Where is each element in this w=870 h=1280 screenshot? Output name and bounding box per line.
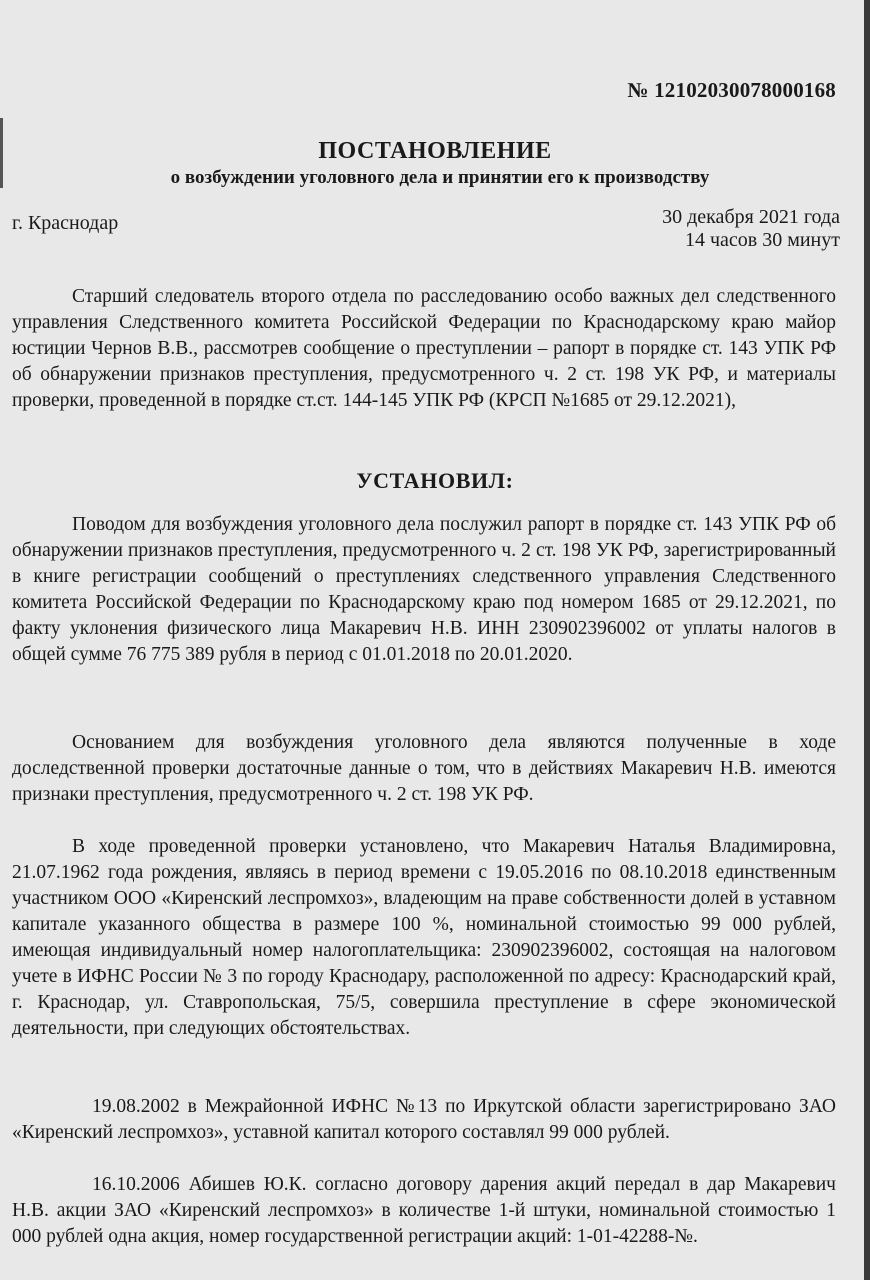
date-block: [662, 206, 840, 252]
paragraph-3: В ходе проведенной проверки установлено, что Макаревич Наталья Владимировна, 21.07.1962 года рождения, являясь в период времени с 19.05.2016 по 08.10.2018 единственным участником ООО «Киренский леспромхоз», владеющим на праве собственности долей в уставном капитале указанного общества в размере 100 %, номинальной стоимостью 99 000 рублей, имеющая индивидуальный номер налогоплательщика: 230902396002, состоящая на налоговом учете в ИФНС России № 3 по городу Краснодару, расположенной по адресу: Краснодарский край, г. Краснодар, ул. Ставропольская, 75/5, совершила преступление в сфере экономической деятельности, при следующих обстоятельствах.: [12, 836, 836, 1039]
intro-paragraph: Старший следователь второго отдела по расследованию особо важных дел следственного управления Следственного комитета Российской Федерации по Краснодарскому краю майор юстиции Чернов В.В., рассмотрев сообщение о преступлении – рапорт в порядке ст. 143 УПК РФ об обнаружении признаков преступления, предусмотренного ч. 2 ст. 198 УК РФ, и материалы проверки, проведенной в порядке ст.ст. 144-145 УПК РФ (КРСП №1685 от 29.12.2021),: [12, 286, 836, 411]
paragraph-5: 16.10.2006 Абишев Ю.К. согласно договору дарения акций передал в дар Макаревич Н.В. акции ЗАО «Киренский леспромхоз» в количестве 1-й штуки, номинальной стоимостью 1 000 рублей одна акция, номер государственной регистрации акций: 1-01-42288-№.: [12, 1174, 836, 1247]
paragraph-1: Поводом для возбуждения уголовного дела послужил рапорт в порядке ст. 143 УПК РФ об обнаружении признаков преступления, предусмотренного ч. 2 ст. 198 УК РФ, зарегистрированный в книге регистрации сообщений о преступлениях следственного управления Следственного комитета Российской Федерации по Краснодарскому краю под номером 1685 от 29.12.2021, по факту уклонения физического лица Макаревич Н.В. ИНН 230902396002 от уплаты налогов в общей сумме 76 775 389 рубля в период с 01.01.2018 по 20.01.2020.: [12, 514, 836, 665]
document-subtitle: о возбуждении уголовного дела и принятии его к производству: [170, 167, 710, 188]
document-title: ПОСТАНОВЛЕНИЕ: [318, 138, 552, 164]
document-time: 14 часов 30 минут: [684, 229, 840, 251]
section-heading: УСТАНОВИЛ:: [356, 468, 514, 493]
paragraph-2: Основанием для возбуждения уголовного дела являются полученные в ходе доследственной проверки достаточные данные о том, что в действиях Макаревич Н.В. имеются признаки преступления, предусмотренного ч. 2 ст. 198 УК РФ.: [12, 732, 836, 805]
paragraph-4: 19.08.2002 в Межрайонной ИФНС №13 по Иркутской области зарегистрировано ЗАО «Киренский леспромхоз», уставной капитал которого составлял 99 000 рублей.: [12, 1096, 836, 1143]
case-number: № 12102030078000168: [627, 78, 836, 102]
scan-edge-strip: [864, 0, 870, 1280]
city: г. Краснодар: [12, 212, 119, 234]
document-date: 30 декабря 2021 года: [662, 206, 840, 228]
